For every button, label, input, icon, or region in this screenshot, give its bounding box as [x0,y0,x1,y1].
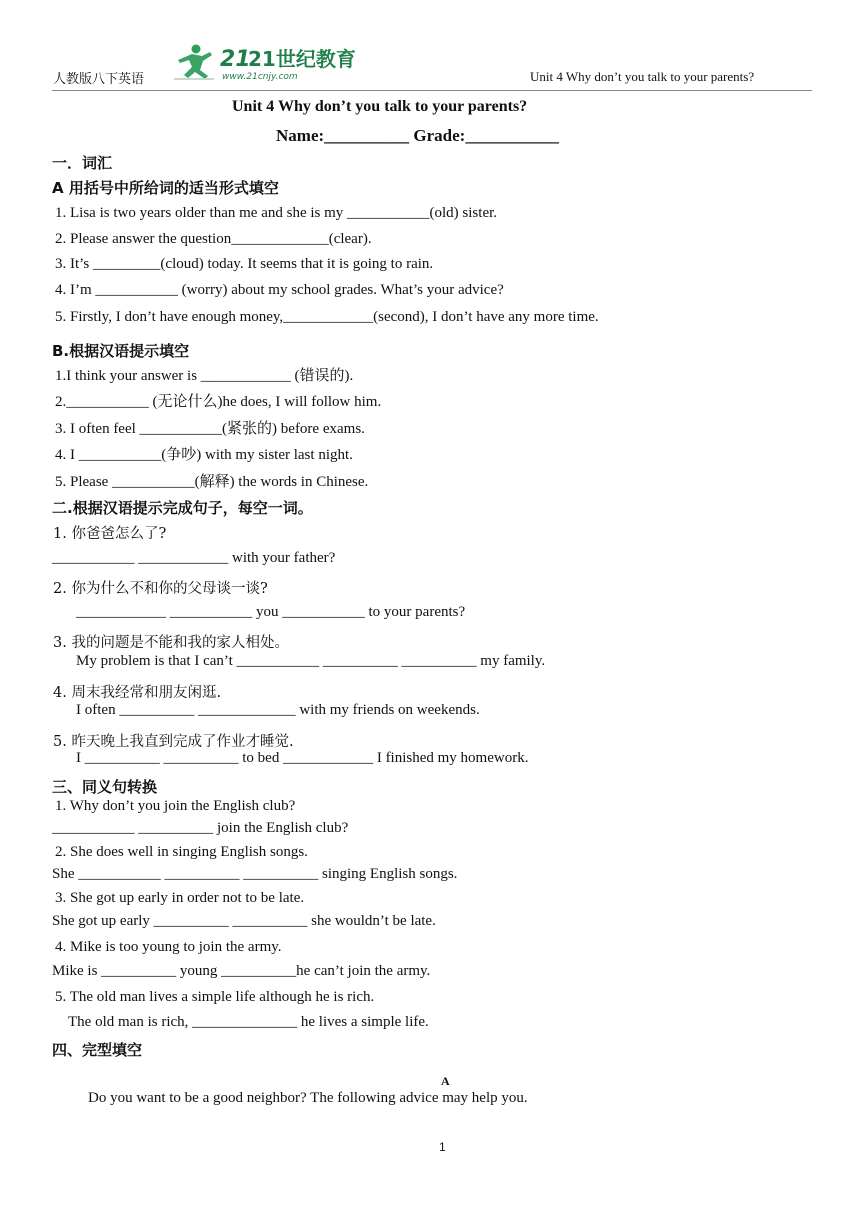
section3-item-1-q: 1. Why don’t you join the English club? [55,798,296,814]
svg-text:21世纪教育: 21世纪教育 [248,47,356,71]
partB-item-5: 5. Please ___________(解释) the words in Chinese. [55,474,369,490]
section3-item-5-a: The old man is rich, ______________ he lives a simple life. [68,1014,429,1030]
section2-item-4-cn: 4. 周末我经常和朋友闲逛. [53,685,222,701]
section1-partB-heading: B.根据汉语提示填空 [52,342,190,360]
section3-item-5-q: 5. The old man lives a simple life although he is rich. [55,989,375,1005]
page-title: Unit 4 Why don’t you talk to your parents? [232,98,528,115]
section2-item-3-cn: 3. 我的问题是不能和我的家人相处。 [53,635,289,651]
section4-heading: 四、完型填空 [52,1041,143,1059]
section2-item-4-en: I often __________ _____________ with my friends on weekends. [76,702,480,718]
svg-text:21: 21 [220,47,251,72]
header-divider [52,90,812,91]
section3-item-3-a: She got up early __________ __________ she wouldn’t be late. [52,913,436,929]
svg-text:www.21cnjy.com: www.21cnjy.com [222,72,298,82]
section2-item-5-en: I __________ __________ to bed ____________ I finished my homework. [76,750,529,766]
partB-item-2: 2.___________ (无论什么)he does, I will follow him. [55,394,382,410]
passage-label: A [441,1074,450,1088]
partA-item-3: 3. It’s _________(cloud) today. It seems that it is going to rain. [55,256,434,272]
section2-item-3-en: My problem is that I can’t ___________ __________ __________ my family. [76,653,546,669]
partB-item-1: 1.I think your answer is ____________ (错误的). [55,368,354,384]
section3-item-4-a: Mike is __________ young __________he can’t join the army. [52,963,431,979]
section1-heading: 一．词汇 [52,154,113,172]
section2-item-5-cn: 5. 昨天晚上我直到完成了作业才睡觉. [53,734,294,750]
partB-item-4: 4. I ___________(争吵) with my sister last night. [55,447,353,463]
section2-heading: 二.根据汉语提示完成句子，每空一词。 [52,499,313,517]
partA-item-2: 2. Please answer the question_____________(clear). [55,231,372,247]
partA-item-4: 4. I’m ___________ (worry) about my school grades. What’s your advice? [55,282,504,298]
partB-item-3: 3. I often feel ___________(紧张的) before exams. [55,421,365,437]
name-grade-line: Name:__________ Grade:___________ [276,126,559,145]
section2-item-1-en: ___________ ____________ with your father? [52,550,336,566]
section1-partA-heading: A 用括号中所给词的适当形式填空 [52,179,279,197]
passage-first-line: Do you want to be a good neighbor? The following advice may help you. [88,1090,528,1106]
header-left-label: 人教版八下英语 [53,71,145,86]
section2-item-1-cn: 1. 你爸爸怎么了? [53,526,167,542]
section2-item-2-en: ____________ ___________ you ___________ to your parents? [76,604,466,620]
section3-item-3-q: 3. She got up early in order not to be late. [55,890,305,906]
partA-item-5: 5. Firstly, I don’t have enough money,____________(second), I don’t have any more time. [55,309,599,325]
runner-icon [174,45,214,80]
section2-item-2-cn: 2. 你为什么不和你的父母谈一谈? [53,581,268,597]
section3-item-1-a: ___________ __________ join the English club? [52,820,349,836]
partA-item-1: 1. Lisa is two years older than me and she is my ___________(old) sister. [55,205,498,221]
section3-item-2-q: 2. She does well in singing English songs. [55,844,308,860]
section3-item-2-a: She ___________ __________ __________ singing English songs. [52,866,458,882]
site-logo [170,40,356,84]
page-number: 1 [439,1140,446,1154]
section3-heading: 三、同义句转换 [52,778,158,796]
section3-item-4-q: 4. Mike is too young to join the army. [55,939,282,955]
header-right-label: Unit 4 Why don’t you talk to your parents? [530,69,755,84]
